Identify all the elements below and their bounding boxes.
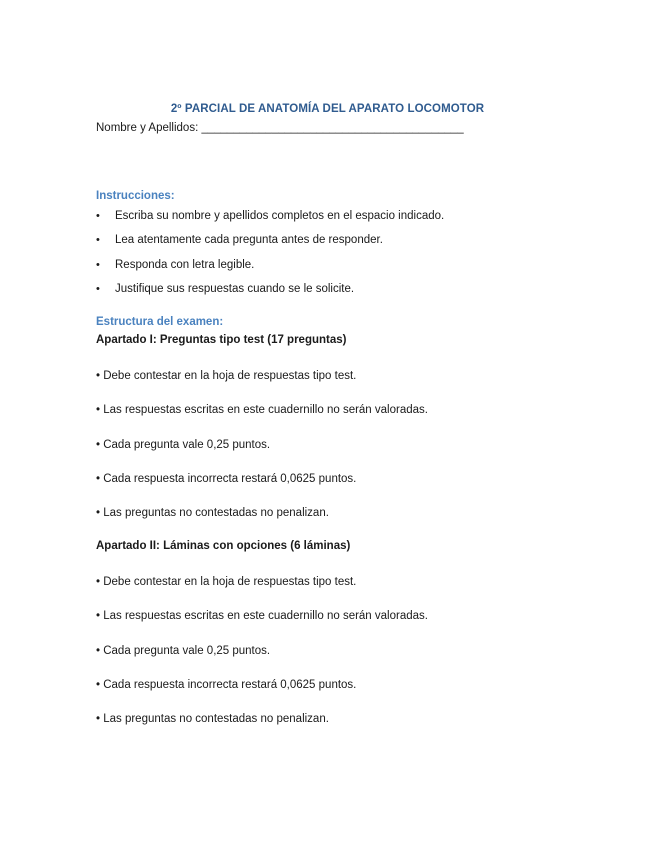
instructions-list bbox=[96, 208, 444, 305]
instruction-text: Lea atentamente cada pregunta antes de responder. bbox=[115, 234, 383, 247]
structure-heading: Estructura del examen: bbox=[96, 316, 224, 328]
instruction-text: Escriba su nombre y apellidos completos en el espacio indicado. bbox=[115, 210, 445, 222]
name-field-label: Nombre y Apellidos: bbox=[96, 122, 202, 134]
part-1-item: • Cada respuesta incorrecta restará 0,0625 puntos. bbox=[96, 472, 357, 485]
part-2-item: • Cada respuesta incorrecta restará 0,0625 puntos. bbox=[96, 678, 357, 691]
bullet-icon: • bbox=[96, 258, 100, 271]
part-2-item: • Debe contestar en la hoja de respuestas tipo test. bbox=[96, 576, 357, 588]
part-1-item: • Debe contestar en la hoja de respuestas tipo test. bbox=[96, 370, 357, 382]
instruction-item bbox=[96, 232, 444, 256]
instruction-item bbox=[96, 208, 444, 232]
part-2-item: • Cada pregunta vale 0,25 puntos. bbox=[96, 644, 271, 657]
part-2-title: Apartado II: Láminas con opciones (6 láminas) bbox=[96, 540, 351, 552]
part-1-title: Apartado I: Preguntas tipo test (17 preguntas) bbox=[96, 334, 347, 346]
instructions-heading: Instrucciones: bbox=[96, 190, 175, 202]
instruction-text: Justifique sus respuestas cuando se le solicite. bbox=[115, 282, 355, 295]
part-2-item: • Las respuestas escritas en este cuadernillo no serán valoradas. bbox=[96, 610, 428, 623]
bullet-icon: • bbox=[96, 210, 100, 222]
part-2-list bbox=[96, 574, 428, 745]
instruction-item bbox=[96, 257, 444, 281]
part-1-item: • Las preguntas no contestadas no penalizan. bbox=[96, 507, 329, 520]
part-2-item: • Las preguntas no contestadas no penalizan. bbox=[96, 713, 329, 726]
part-1-list bbox=[96, 368, 428, 539]
exam-title: 2º PARCIAL DE ANATOMÍA DEL APARATO LOCOMOTOR bbox=[170, 103, 485, 115]
part-1-item: • Cada pregunta vale 0,25 puntos. bbox=[96, 438, 271, 451]
name-field[interactable] bbox=[96, 122, 464, 134]
part-1-item: • Las respuestas escritas en este cuadernillo no serán valoradas. bbox=[96, 404, 428, 417]
instruction-item bbox=[96, 281, 444, 305]
bullet-icon: • bbox=[96, 282, 100, 295]
instruction-text: Responda con letra legible. bbox=[115, 258, 255, 271]
bullet-icon: • bbox=[96, 234, 100, 247]
name-field-blank[interactable]: _________________________________________ bbox=[201, 122, 464, 134]
